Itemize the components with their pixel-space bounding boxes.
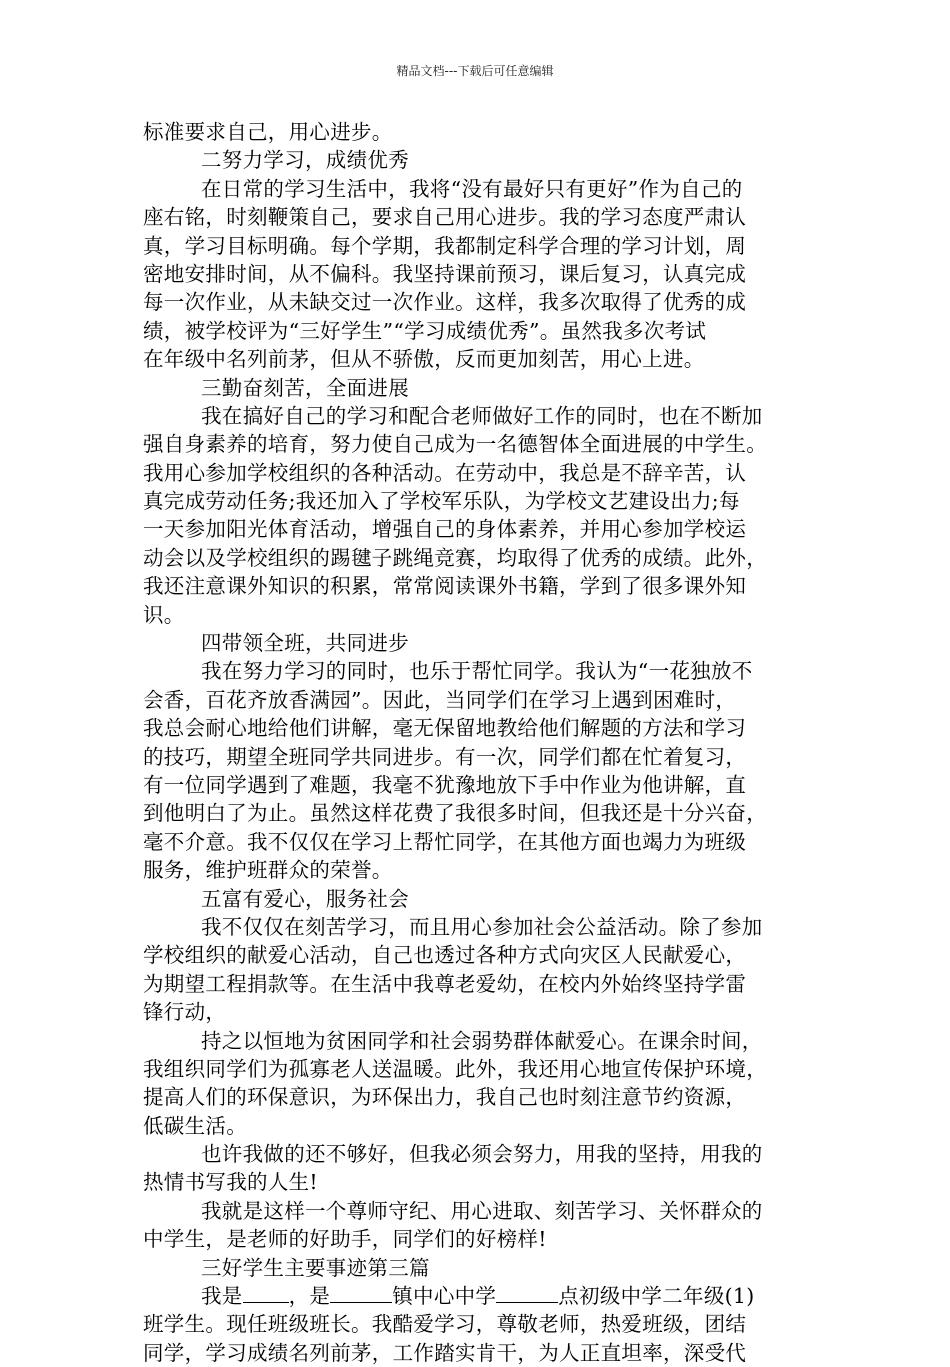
- body-line: 识。: [143, 602, 185, 627]
- body-line: 我还注意课外知识的积累，常常阅读课外书籍，学到了很多课外知: [143, 574, 747, 599]
- body-line: 为期望工程捐款等。在生活中我尊老爱幼，在校内外始终坚持学雷: [143, 971, 747, 996]
- intro-text-1: 我是: [201, 1284, 243, 1309]
- body-line: 在日常的学习生活中，我将“没有最好只有更好”作为自己的: [201, 176, 743, 201]
- body-line: 动会以及学校组织的踢毽子跳绳竞赛，均取得了优秀的成绩。此外，: [143, 545, 767, 570]
- body-line: 我组织同学们为孤寡老人送温暖。此外，我还用心地宣传保护环境，: [143, 1056, 767, 1081]
- intro-text-4: 点初级中学二年级(1): [558, 1284, 755, 1309]
- intro-text-3: 镇中心中学: [392, 1284, 497, 1309]
- body-line: 我用心参加学校组织的各种活动。在劳动中，我总是不辞辛苦，认: [143, 460, 747, 485]
- body-line: 我在搞好自己的学习和配合老师做好工作的同时，也在不断加: [201, 403, 763, 428]
- body-line: 服务，维护班群众的荣誉。: [143, 858, 393, 883]
- body-line: 锋行动，: [143, 1000, 227, 1025]
- body-line: 标准要求自己，用心进步。: [143, 120, 393, 144]
- body-line: 提高人们的环保意识，为环保出力，我自己也时刻注意节约资源，: [143, 1085, 747, 1110]
- body-line: 的技巧，期望全班同学共同进步。有一次，同学们都在忙着复习，: [143, 744, 747, 769]
- document-body: [143, 118, 815, 1367]
- body-line: 低碳生活。: [143, 1113, 247, 1138]
- section-heading: 二努力学习，成绩优秀: [201, 148, 409, 173]
- body-line: 在年级中名列前茅，但从不骄傲，反而更加刻苦，用心上进。: [143, 347, 705, 372]
- body-line: 中学生，是老师的好助手，同学们的好榜样!: [143, 1227, 547, 1252]
- body-line: 毫不介意。我不仅仅在学习上帮忙同学，在其他方面也竭力为班级: [143, 829, 747, 854]
- section-heading: 三好学生主要事迹第三篇: [201, 1255, 430, 1280]
- body-line: 持之以恒地为贫困同学和社会弱势群体献爱心。在课余时间，: [201, 1028, 763, 1053]
- body-line: 有一位同学遇到了难题，我毫不犹豫地放下手中作业为他讲解，直: [143, 772, 747, 797]
- body-line: 同学，学习成绩名列前茅，工作踏实肯干，为人正直坦率，深受代: [143, 1340, 747, 1365]
- name-blank: [243, 1282, 289, 1303]
- body-line: 真完成劳动任务;我还加入了学校军乐队，为学校文艺建设出力;每: [143, 489, 740, 514]
- body-line: 班学生。现任班级班长。我酷爱学习，尊敬老师，热爱班级，团结: [143, 1312, 747, 1337]
- body-line: 我不仅仅在刻苦学习，而且用心参加社会公益活动。除了参加: [201, 914, 763, 939]
- body-line: 我总会耐心地给他们讲解，毫无保留地教给他们解题的方法和学习: [143, 716, 747, 741]
- body-line: 热情书写我的人生!: [143, 1170, 318, 1195]
- section-heading: 四带领全班，共同进步: [201, 631, 409, 656]
- body-line: 学校组织的献爱心活动，自己也透过各种方式向灾区人民献爱心，: [143, 943, 747, 968]
- body-line: 密地安排时间，从不偏科。我坚持课前预习，课后复习，认真完成: [143, 261, 747, 286]
- body-line: 也许我做的还不够好，但我必须会努力，用我的坚持，用我的: [201, 1142, 763, 1167]
- body-line: 到他明白了为止。虽然这样花费了我很多时间，但我还是十分兴奋，: [143, 801, 767, 826]
- body-line: 真，学习目标明确。每个学期，我都制定科学合理的学习计划，周: [143, 233, 747, 258]
- town-blank: [330, 1282, 392, 1303]
- body-line: 一天参加阳光体育活动，增强自己的身体素养，并用心参加学校运: [143, 517, 747, 542]
- body-line: 每一次作业，从未缺交过一次作业。这样，我多次取得了优秀的成: [143, 290, 747, 315]
- school-blank: [496, 1282, 558, 1303]
- body-line: 绩，被学校评为“三好学生”“学习成绩优秀”。虽然我多次考试: [143, 318, 707, 343]
- page-header: 精品文档---下载后可任意编辑: [396, 64, 554, 78]
- section-heading: 三勤奋刻苦，全面进展: [201, 375, 409, 400]
- body-line: 座右铭，时刻鞭策自己，要求自己用心进步。我的学习态度严肃认: [143, 205, 747, 230]
- body-line: 我在努力学习的同时，也乐于帮忙同学。我认为“一花独放不: [201, 659, 753, 684]
- section-heading: 五富有爱心，服务社会: [201, 886, 409, 911]
- intro-text-2: ，是: [288, 1284, 331, 1309]
- intro-line: [143, 1282, 815, 1310]
- body-line: 会香，百花齐放香满园”。因此，当同学们在学习上遇到困难时，: [143, 687, 737, 712]
- body-line: 强自身素养的培育，努力使自己成为一名德智体全面进展的中学生。: [143, 432, 767, 457]
- body-line: 我就是这样一个尊师守纪、用心进取、刻苦学习、关怀群众的: [201, 1198, 763, 1223]
